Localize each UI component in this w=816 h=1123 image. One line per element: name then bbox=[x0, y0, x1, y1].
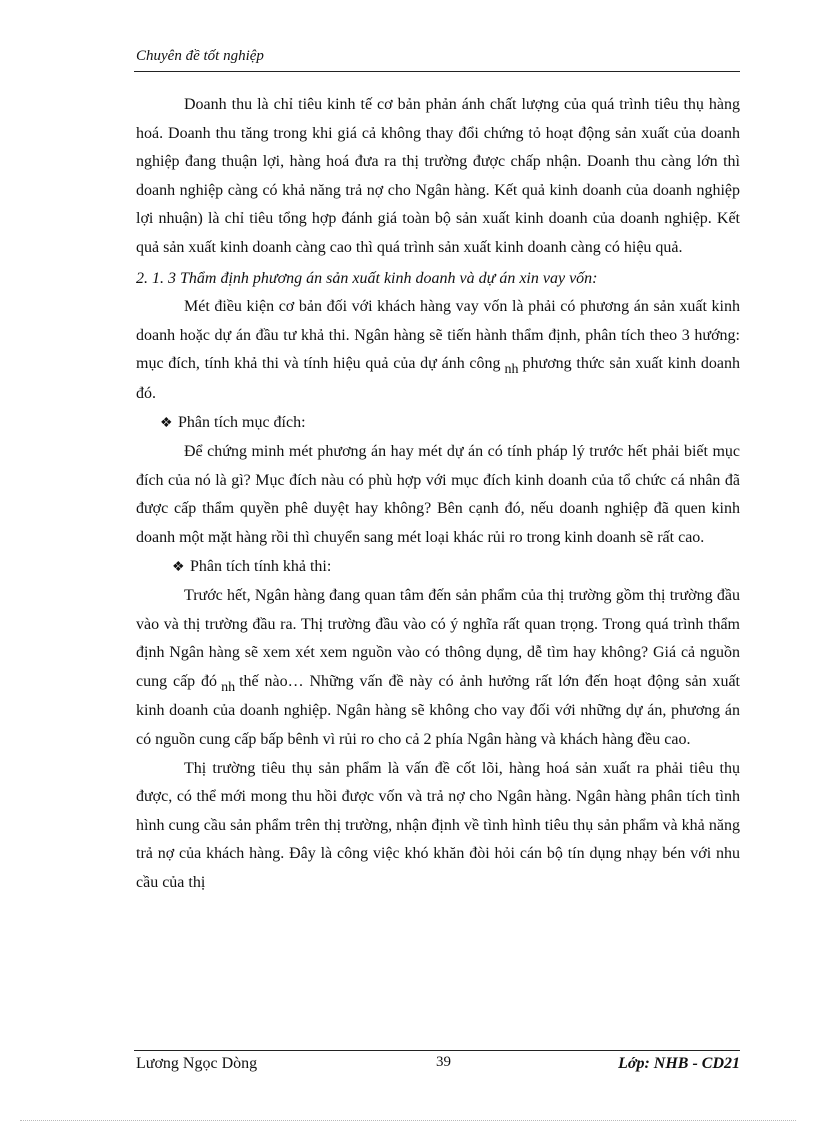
header-divider bbox=[134, 71, 740, 72]
bullet-feasibility bbox=[136, 553, 740, 583]
paragraph-feasibility bbox=[136, 582, 740, 755]
bullet-purpose-label: Phân tích mục đích: bbox=[178, 413, 306, 431]
footer-author: Lương Ngọc Dòng bbox=[136, 1055, 258, 1072]
paragraph-appraisal-subscript: nh bbox=[504, 362, 519, 378]
section-heading: 2. 1. 3 Thẩm định phương án sản xuất kinh doanh và dự án xin vay vốn: bbox=[136, 269, 598, 287]
paragraph-appraisal-text-a: Mét điều kiện cơ bản đối với khách hàng vay vốn là phải có phương án sản xuất kinh doanh hoặc dự án đầu tư khả thi. Ngân hàng sẽ tiến hành thẩm định, phân tích theo 3 hướng: mục đích, tính khả thi và tính hiệu quả của dự ánh công bbox=[136, 298, 740, 373]
paragraph-revenue: Doanh thu là chỉ tiêu kinh tế cơ bản phản ánh chất lượng của quá trình tiêu thụ hàng hoá. Doanh thu tăng trong khi giá cả không thay đổi chứng tỏ hoạt động sản xuất của doanh nghiệp đang thuận lợi, hàng hoá đưa ra thị trường được chấp nhận. Doanh thu càng lớn thì doanh nghiệp càng có khả năng trả nợ cho Ngân hàng. Kết quả kinh doanh của doanh nghiệp lợi nhuận) là chỉ tiêu tổng hợp đánh giá toàn bộ sản xuất kinh doanh của doanh nghiệp. Kết quả sản xuất kinh doanh càng cao thì quá trình sản xuất kinh doanh càng có hiệu quả. bbox=[136, 96, 740, 256]
footer-class: Lớp: NHB - CD21 bbox=[618, 1055, 740, 1072]
paragraph-feasibility-text-a: Trước hết, Ngân hàng đang quan tâm đến sản phẩm của thị trường gồm thị trường đầu vào và thị trường đầu ra. Thị trường đầu vào có ý nghĩa rất quan trọng. Trong quá trình thẩm định Ngân hàng sẽ xem xét xem nguồn vào có thông dụng, dễ tìm hay không? Giá cả nguồn cung cấp đó bbox=[136, 587, 740, 690]
paragraph-feasibility-subscript: nh bbox=[221, 679, 236, 695]
paragraph-appraisal bbox=[136, 293, 740, 408]
paragraph-appraisal-text-b: phương thức sản xuất kinh doanh đó. bbox=[136, 355, 740, 402]
page-bottom-border bbox=[20, 1120, 796, 1121]
page-number: 39 bbox=[436, 1054, 451, 1070]
paragraph-market: Thị trường tiêu thụ sản phẩm là vấn đề cốt lõi, hàng hoá sản xuất ra phải tiêu thụ được, có thể mới mong thu hồi được vốn và trả nợ cho Ngân hàng. Ngân hàng phân tích tình hình cung cầu sản phẩm trên thị trường, nhận định về tình hình tiêu thụ sản phẩm và khả năng trả nợ của khách hàng. Đây là công việc khó khăn đòi hỏi cán bộ tín dụng nhạy bén với nhu cầu của thị bbox=[136, 759, 740, 892]
paragraph-feasibility-text-b: thế nào… Những vấn đề này có ảnh hưởng rất lớn đến hoạt động sản xuất kinh doanh của doanh nghiệp. Ngân hàng sẽ không cho vay đối với những dự án, phương án có nguồn cung cấp bấp bênh vì rủi ro cho cả 2 phía Ngân hàng và khách hàng đều cao. bbox=[136, 672, 740, 749]
bullet-purpose bbox=[136, 409, 740, 439]
footer-divider bbox=[134, 1050, 740, 1051]
page-header-title: Chuyên đề tốt nghiệp bbox=[136, 48, 264, 64]
document-body bbox=[136, 91, 740, 898]
paragraph-purpose: Để chứng minh mét phương án hay mét dự án có tính pháp lý trước hết phải biết mục đích của nó là gì? Mục đích nàu có phù hợp với mục đích kinh doanh của tổ chức cá nhân đã được cấp thẩm quyền phê duyệt hay không? Bên cạnh đó, nếu doanh nghiệp đã quen kinh doanh một mặt hàng rồi thì chuyển sang mét loại khác rủi ro trong kinh doanh sẽ rất cao. bbox=[136, 443, 740, 546]
diamond-bullet-icon: ❖ bbox=[160, 415, 173, 431]
bullet-feasibility-label: Phân tích tính khả thi: bbox=[190, 557, 332, 575]
diamond-bullet-icon: ❖ bbox=[172, 559, 185, 575]
